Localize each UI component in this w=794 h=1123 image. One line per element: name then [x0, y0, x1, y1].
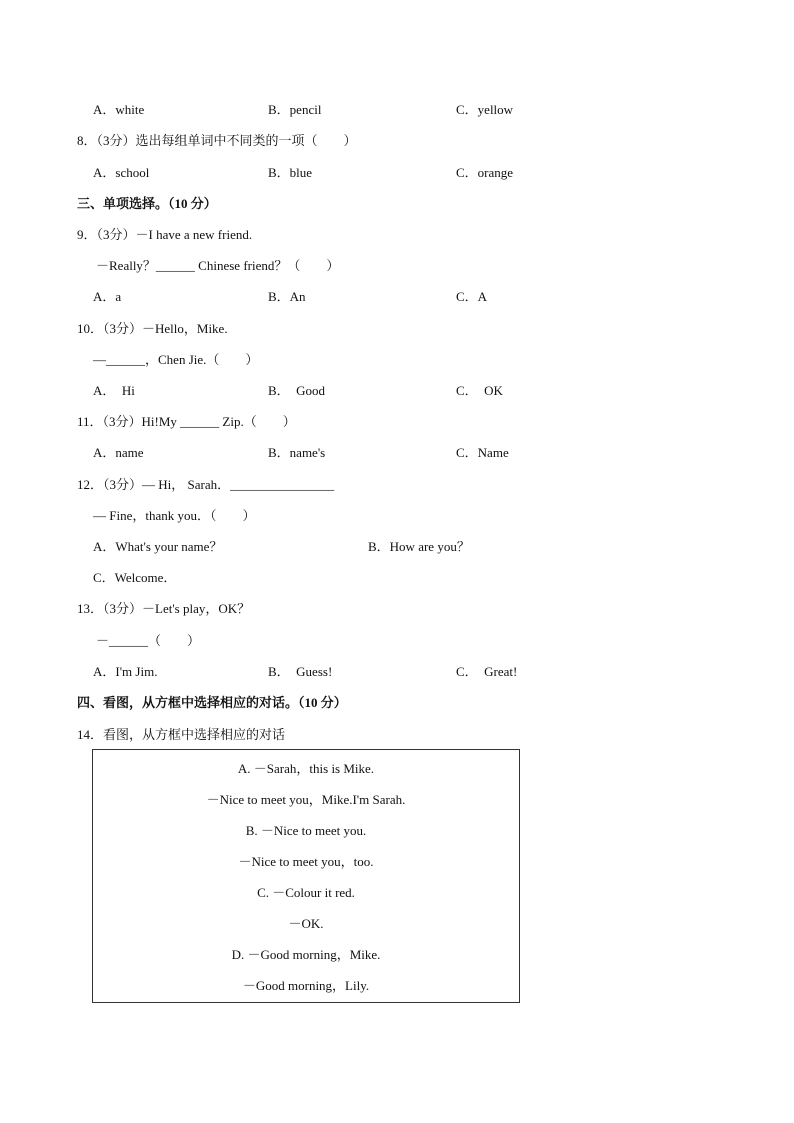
- q13-stem: 13．（3分）－Let's play，OK？: [77, 601, 251, 616]
- q14-stem: 14．看图，从方框中选择相应的对话: [77, 727, 286, 742]
- q7-option-b: B．pencil: [268, 102, 322, 117]
- q11-option-b: B．name's: [268, 445, 326, 460]
- q8-stem: 8．（3分）选出每组单词中不同类的一项（ ）: [77, 133, 357, 148]
- q13-option-b: B． Guess!: [268, 664, 333, 679]
- box-line: D. －Good morning，Mike.: [231, 947, 381, 962]
- box-line: －Nice to meet you，too.: [238, 854, 374, 869]
- q12-dialogue-line: — Fine，thank you．（ ）: [93, 508, 256, 523]
- q8-option-a: A．school: [93, 165, 150, 180]
- box-line: －Good morning，Lily.: [242, 978, 370, 993]
- q10-option-a: A． Hi: [93, 383, 135, 398]
- q10-option-b: B． Good: [268, 383, 326, 398]
- box-line: B. －Nice to meet you.: [245, 823, 367, 838]
- q13-option-c: C． Great!: [456, 664, 518, 679]
- q9-option-b: B．An: [268, 289, 306, 304]
- q8-option-c: C．orange: [456, 165, 514, 180]
- q10-dialogue-line: —______，Chen Jie.（ ）: [93, 352, 259, 367]
- q10-option-c: C． OK: [456, 383, 503, 398]
- q12-stem: 12．（3分）— Hi， Sarah．________________: [77, 477, 335, 492]
- box-line: －OK.: [288, 916, 324, 931]
- q12-option-c: C．Welcome．: [93, 570, 177, 585]
- q11-stem: 11．（3分）Hi!My ______ Zip.（ ）: [77, 414, 296, 429]
- q9-stem: 9．（3分）－I have a new friend.: [77, 227, 253, 242]
- q7-option-a: A．white: [93, 102, 145, 117]
- q11-option-a: A．name: [93, 445, 144, 460]
- section4-title: 四、看图，从方框中选择相应的对话。（10 分）: [77, 695, 347, 710]
- q13-option-a: A．I'm Jim.: [93, 664, 158, 679]
- section3-title: 三、单项选择。（10 分）: [77, 196, 217, 211]
- q12-option-a: A．What's your name？: [93, 539, 223, 554]
- dialogue-choice-box: [92, 749, 520, 1003]
- q7-option-c: C．yellow: [456, 102, 514, 117]
- q13-dialogue-line: －______（ ）: [96, 633, 201, 648]
- q9-option-c: C．A: [456, 289, 488, 304]
- q10-stem: 10．（3分）－Hello，Mike.: [77, 321, 228, 336]
- q9-dialogue-line: －Really？______ Chinese friend？（ ）: [96, 258, 340, 273]
- box-line: C. －Colour it red.: [257, 885, 355, 900]
- q9-option-a: A．a: [93, 289, 122, 304]
- q8-option-b: B．blue: [268, 165, 313, 180]
- q12-option-b: B．How are you？: [368, 539, 470, 554]
- q11-option-c: C．Name: [456, 445, 509, 460]
- box-line: －Nice to meet you，Mike.I'm Sarah.: [206, 792, 406, 807]
- box-line: A. －Sarah，this is Mike.: [237, 761, 375, 776]
